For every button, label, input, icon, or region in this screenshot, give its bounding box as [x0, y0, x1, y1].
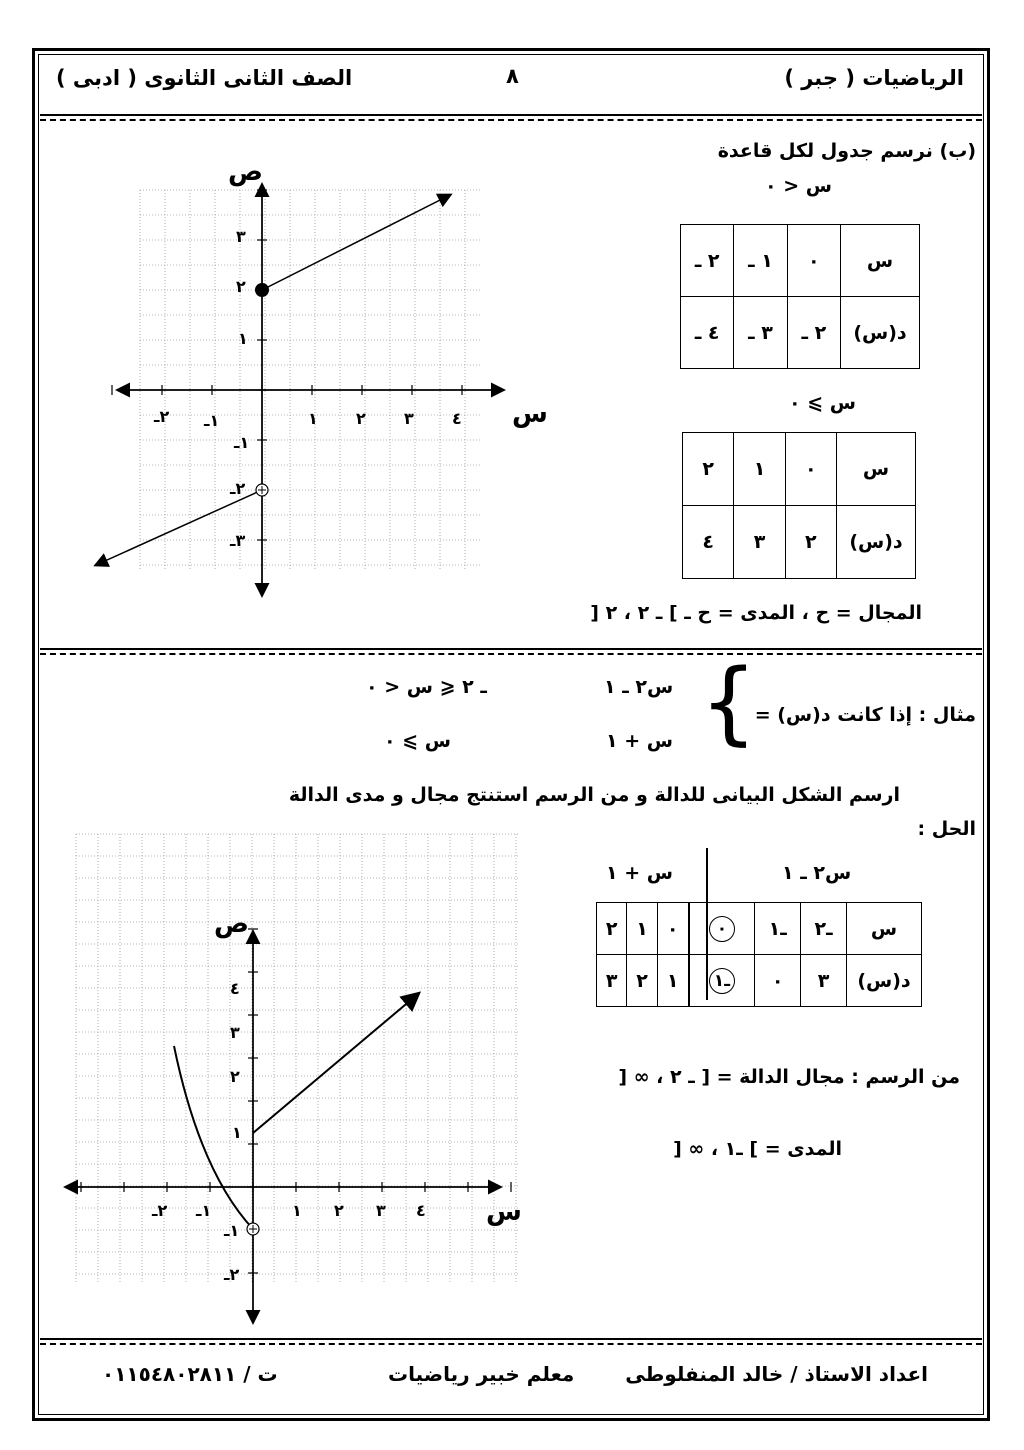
graph2-y-tick: ٤: [230, 979, 240, 998]
solution-x-cell: ٢: [597, 903, 627, 955]
footer-title: معلم خبير رياضيات: [388, 1362, 575, 1386]
table2-header-y: د(س): [837, 506, 916, 579]
example-instruction: ارسم الشكل البيانى للدالة و من الرسم استنتج مجال و مدى الدالة: [288, 784, 900, 806]
range-conclusion: المدى = ] ـ١ ، ∞ [: [673, 1138, 842, 1160]
graph1-x-label: س: [512, 399, 548, 429]
solution-x-cell-circled: ٠: [689, 903, 755, 955]
solution-label: الحل :: [917, 818, 976, 840]
solution-y-cell: ٣: [801, 955, 847, 1007]
graph2-y-tick: ٢ـ: [224, 1265, 240, 1284]
rule1-condition: س < ٠: [765, 175, 832, 197]
footer-phone: ت / ٠١١٥٤٨٠٢٨١١: [102, 1362, 278, 1386]
graph1-x-tick: ٢: [356, 409, 366, 428]
solution-header-x: س: [847, 903, 922, 955]
graph1-closed-point: [255, 283, 269, 297]
subject-title: الرياضيات ( جبر ): [784, 66, 964, 90]
graph1-y-tick: ١: [238, 329, 248, 348]
graph1-x-tick: ٢ـ: [154, 407, 170, 426]
table2: [682, 432, 916, 579]
table2-y-cell: ٢: [785, 506, 836, 579]
table2-y-cell: ٣: [734, 506, 785, 579]
graph2-y-tick: ١: [232, 1123, 242, 1142]
case1-expression: س٢ ـ ١: [604, 676, 674, 698]
graph2-x-tick: ١: [292, 1201, 302, 1220]
graph1: [88, 150, 548, 610]
grade-title: الصف الثانى الثانوى ( ادبى ): [56, 66, 353, 90]
graph1-y-label: ص: [228, 157, 263, 187]
graph1-x-tick: ٣: [404, 409, 414, 428]
table1-y-cell: ٤ ـ: [681, 297, 734, 369]
table2-x-cell: ٢: [683, 433, 734, 506]
table1-header-y: د(س): [841, 297, 920, 369]
graph1-y-tick: ٣ـ: [230, 531, 246, 550]
graph2-y-tick: ٣: [230, 1023, 240, 1042]
case2-condition: س ⩾ ٠: [384, 730, 451, 752]
table1-x-cell: ٢ ـ: [681, 225, 734, 297]
solution-y-cell: ٢: [627, 955, 657, 1007]
graph1-x-tick: ٤: [452, 409, 462, 428]
graph1-y-tick: ٣: [236, 227, 246, 246]
header-separator: [40, 114, 982, 116]
domain-range-b: المجال = ح ، المدى = ح ـ ] ـ ٢ ، ٢ [: [590, 602, 922, 624]
graph2-x-tick: ٣: [376, 1201, 386, 1220]
table1: [680, 224, 920, 369]
page-number: ٨: [506, 64, 519, 88]
case1-condition: ـ ٢ ⩽ س < ٠: [366, 676, 487, 698]
solution-x-cell: ـ١: [755, 903, 801, 955]
section-separator: [40, 648, 982, 650]
header-separator-dashed: [40, 119, 982, 121]
rule2-condition: س ⩾ ٠: [789, 392, 856, 414]
graph2-x-tick: ١ـ: [196, 1201, 212, 1220]
footer-separator-dashed: [40, 1343, 982, 1345]
solution-x-cell: ـ٢: [801, 903, 847, 955]
graph2-x-tick: ٢: [334, 1201, 344, 1220]
table2-x-cell: ٠: [785, 433, 836, 506]
table2-x-cell: ١: [734, 433, 785, 506]
table1-x-cell: ٠: [787, 225, 840, 297]
graph2-y-label: ص: [214, 909, 249, 939]
graph1-x-tick: ١ـ: [204, 411, 220, 430]
graph1-x-tick: ١: [308, 409, 318, 428]
solution-y-cell: ٣: [597, 955, 627, 1007]
table2-y-cell: ٤: [683, 506, 734, 579]
graph2-x-tick: ٤: [416, 1201, 426, 1220]
graph2-y-tick: ١ـ: [224, 1221, 240, 1240]
table1-y-cell: ٣ ـ: [734, 297, 787, 369]
solution-y-cell-circled: ـ١: [689, 955, 755, 1007]
footer-separator: [40, 1338, 982, 1340]
solution-header-y: د(س): [847, 955, 922, 1007]
table1-header-x: س: [841, 225, 920, 297]
piecewise-brace: {: [700, 650, 758, 755]
solution-x-cell: ١: [627, 903, 657, 955]
table1-y-cell: ٢ ـ: [787, 297, 840, 369]
graph2: [60, 832, 530, 1332]
solution-group-left: س + ١: [606, 862, 673, 884]
case2-expression: س + ١: [606, 730, 673, 752]
table1-x-cell: ١ ـ: [734, 225, 787, 297]
graph2-x-tick: ٢ـ: [152, 1201, 168, 1220]
graph1-y-tick: ٢: [236, 277, 246, 296]
graph1-y-tick: ١ـ: [234, 433, 250, 452]
table2-header-x: س: [837, 433, 916, 506]
graph2-ray: [253, 994, 418, 1133]
section-separator-dashed: [40, 653, 982, 655]
graph1-y-tick: ٢ـ: [230, 479, 246, 498]
graph2-y-tick: ٢: [230, 1067, 240, 1086]
graph1-ray-negative: [96, 490, 262, 565]
solution-table: [596, 902, 922, 1007]
footer-author: اعداد الاستاذ / خالد المنفلوطى: [625, 1362, 928, 1386]
domain-conclusion: من الرسم : مجال الدالة = [ ـ ٢ ، ∞ [: [618, 1066, 960, 1088]
graph1-grid: [88, 150, 480, 570]
solution-x-cell: ٠: [657, 903, 688, 955]
part-b-heading: (ب) نرسم جدول لكل قاعدة: [717, 140, 976, 162]
solution-y-cell: ٠: [755, 955, 801, 1007]
example-label: مثال : إذا كانت د(س) =: [754, 704, 976, 726]
graph2-x-label: س: [486, 1197, 522, 1227]
graph1-ray-positive: [262, 195, 450, 290]
solution-y-cell: ١: [657, 955, 688, 1007]
solution-group-right: س٢ ـ ١: [782, 862, 852, 884]
